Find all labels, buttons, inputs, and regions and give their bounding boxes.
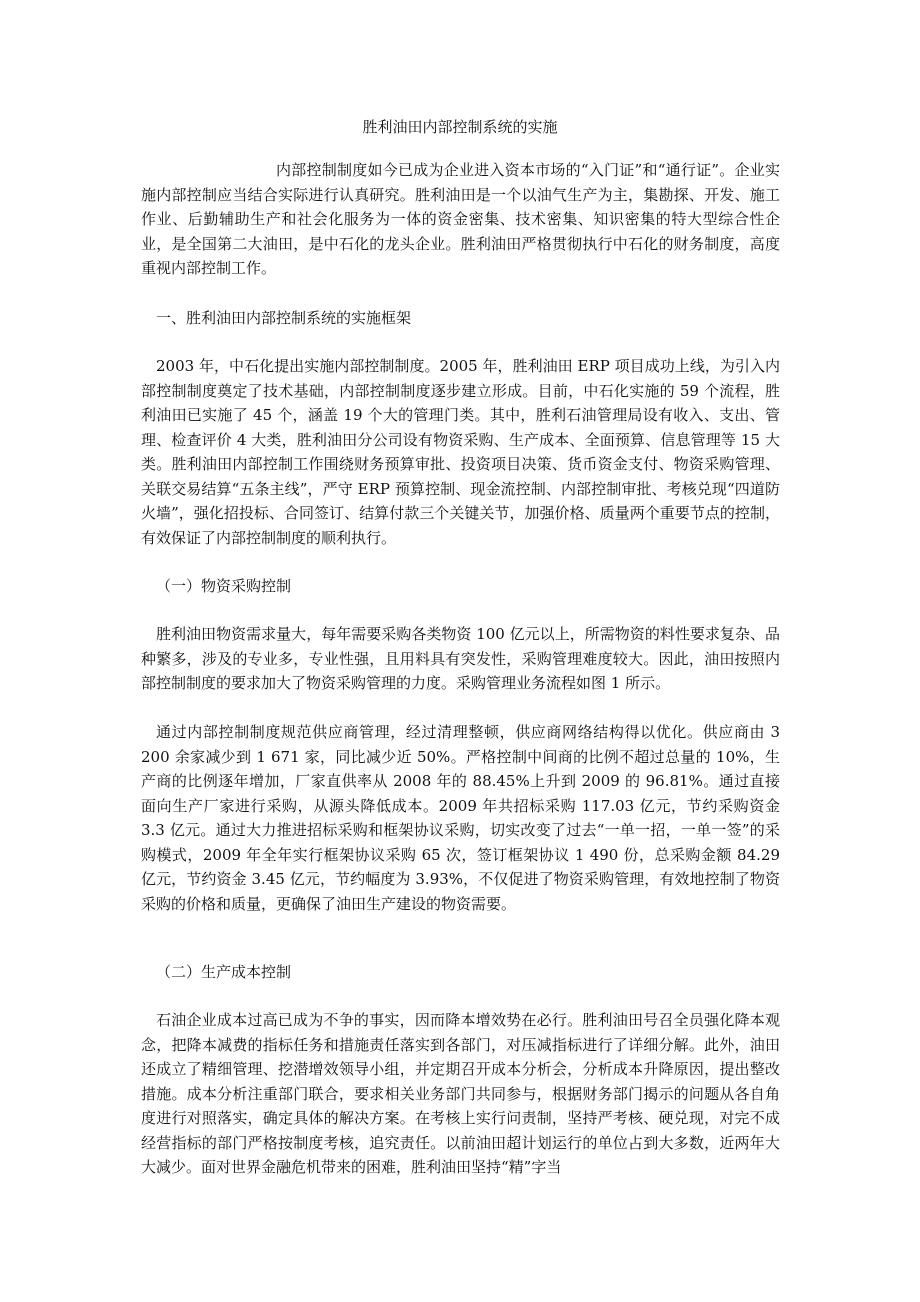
- subsection-heading-cost-control: （二）生产成本控制: [156, 963, 292, 981]
- procurement-paragraph-2: 通过内部控制制度规范供应商管理，经过清理整顿，供应商网络结构得以优化。供应商由 3 200 余家减少到 1 671 家，同比减少近 50%。严格控制中间商的比例不超过总量的 10%，生产商的比例逐年增加，厂家直供率从 2008 年的 88.45%上升到 2009 的 96.81%。通过直接面向生产厂家进行采购，从源头降低成本。2009 年共招标采购 117.03 亿元，节约采购资金 3.3 亿元。通过大力推进招标采购和框架协议采购，切实改变了过去“一单一招，一单一签”的采购模式，2009 年全年实行框架协议采购 65 次，签订框架协议 1 490 份，总采购金额 84.29 亿元，节约资金 3.45 亿元，节约幅度为 3.93%，不仅促进了物资采购管理，有效地控制了物资采购的价格和质量，更确保了油田生产建设的物资需要。: [141, 723, 780, 913]
- document-title: 胜利油田内部控制系统的实施: [362, 118, 558, 136]
- section-heading-framework: 一、胜利油田内部控制系统的实施框架: [156, 309, 412, 327]
- subsection-heading-procurement: （一）物资采购控制: [156, 577, 292, 595]
- intro-paragraph: 内部控制制度如今已成为企业进入资本市场的“入门证”和“通行证”。企业实施内部控制应当结合实际进行认真研究。胜利油田是一个以油气生产为主，集勘探、开发、施工作业、后勤辅助生产和社会化服务为一体的资金密集、技术密集、知识密集的特大型综合性企业，是全国第二大油田，是中石化的龙头企业。胜利油田严格贯彻执行中石化的财务制度，高度重视内部控制工作。: [141, 161, 780, 277]
- framework-paragraph: 2003 年，中石化提出实施内部控制制度。2005 年，胜利油田 ERP 项目成功上线，为引入内部控制制度奠定了技术基础，内部控制制度逐步建立形成。目前，中石化实施的 59 个流程，胜利油田已实施了 45 个，涵盖 19 个大的管理门类。其中，胜利石油管理局设有收入、支出、管理、检查评价 4 大类，胜利油田分公司设有物资采购、生产成本、全面预算、信息管理等 15 大类。胜利油田内部控制工作围绕财务预算审批、投资项目决策、货币资金支付、物资采购管理、关联交易结算“五条主线”，严守 ERP 预算控制、现金流控制、内部控制审批、考核兑现“四道防火墙”，强化招投标、合同签订、结算付款三个关键关节，加强价格、质量两个重要节点的控制，有效保证了内部控制制度的顺利执行。: [141, 357, 780, 547]
- procurement-paragraph-1: 胜利油田物资需求量大，每年需要采购各类物资 100 亿元以上，所需物资的料性要求复杂、品种繁多，涉及的专业多，专业性强，且用料具有突发性，采购管理难度较大。因此，油田按照内部控制制度的要求加大了物资采购管理的力度。采购管理业务流程如图 1 所示。: [141, 625, 780, 692]
- cost-control-paragraph: 石油企业成本过高已成为不争的事实，因而降本增效势在必行。胜利油田号召全员强化降本观念，把降本减费的指标任务和措施责任落实到各部门，对压减指标进行了详细分解。此外，油田还成立了精细管理、挖潜增效领导小组，并定期召开成本分析会，分析成本升降原因，提出整改措施。成本分析注重部门联合，要求相关业务部门共同参与，根据财务部门揭示的问题从各自角度进行对照落实，确定具体的解决方案。在考核上实行问责制，坚持严考核、硬兑现，对完不成经营指标的部门严格按制度考核，追究责任。以前油田超计划运行的单位占到大多数，近两年大大减少。面对世界金融危机带来的困难，胜利油田坚持“精”字当: [141, 1011, 780, 1176]
